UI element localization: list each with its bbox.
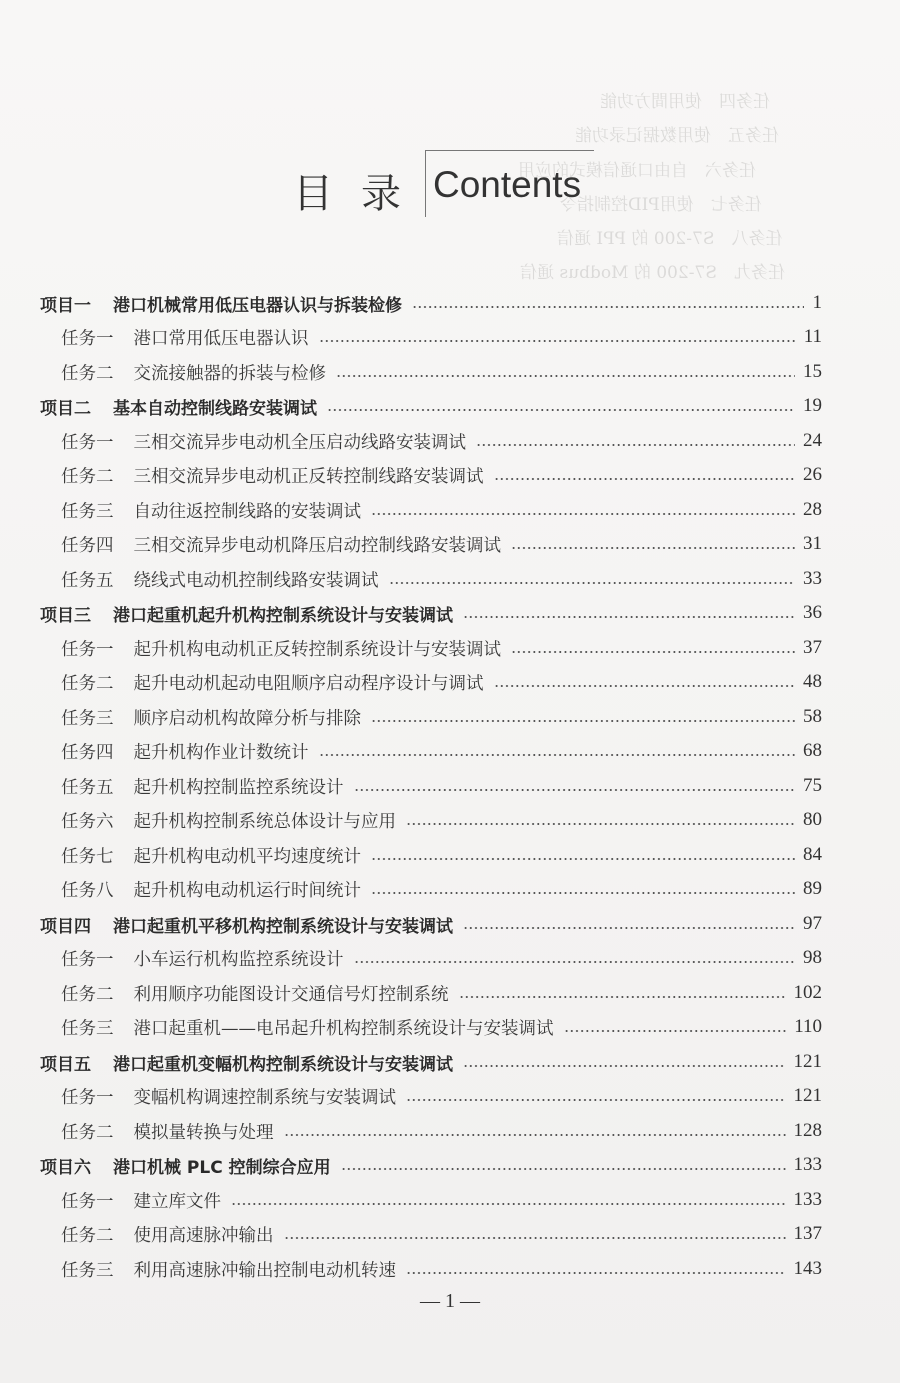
toc-task-row[interactable] [61,529,822,559]
page-number: 102 [793,982,822,1003]
bleed-through-line: 任务四 使用間方功能 [600,92,770,112]
dot-leader [406,823,795,825]
task-number: 任务三 [61,708,114,729]
dot-leader [371,892,795,894]
task-title: 建立库文件 [133,1191,221,1212]
page-number: 11 [803,326,822,347]
task-number: 任务一 [61,1087,114,1108]
dot-leader [341,1168,786,1170]
dot-leader [511,651,795,653]
task-title: 小车运行机构监控系统设计 [133,949,344,970]
task-title: 交流接触器的拆装与检修 [133,363,326,384]
page-number: 15 [803,361,822,382]
task-title: 利用顺序功能图设计交通信号灯控制系统 [133,984,449,1005]
toc-task-row[interactable] [61,1219,822,1249]
page-number: 89 [803,878,822,899]
page-number: 137 [793,1223,822,1244]
task-title: 港口常用低压电器认识 [133,328,309,349]
dot-leader [406,1272,786,1274]
toc-task-row[interactable] [61,736,822,766]
dot-leader [463,927,795,929]
task-title: 起升机构电动机平均速度统计 [133,846,361,867]
task-number: 任务二 [61,673,114,694]
toc-task-row[interactable] [61,978,822,1008]
dot-leader [319,340,796,342]
task-number: 任务五 [61,570,114,591]
page-number: 133 [793,1189,822,1210]
project-title: 港口起重机平移机构控制系统设计与安装调试 [113,916,453,937]
page-number: 58 [803,706,822,727]
dot-leader [476,444,795,446]
page-title-english: Contents [433,164,582,205]
page-number: 84 [803,844,822,865]
task-number: 任务一 [61,1191,114,1212]
toc-task-row[interactable] [61,805,822,835]
task-number: 任务八 [61,880,114,901]
task-number: 任务五 [61,777,114,798]
task-title: 三相交流异步电动机降压启动控制线路安装调试 [133,535,501,556]
page-number: 36 [803,602,822,623]
toc-task-row[interactable] [61,633,822,663]
dot-leader [354,961,796,963]
task-number: 任务六 [61,811,114,832]
page-number: 37 [803,637,822,658]
dot-leader [231,1203,786,1205]
page-number: 110 [794,1016,822,1037]
task-number: 任务一 [61,328,114,349]
toc-task-row[interactable] [61,840,822,870]
project-number: 项目三 [40,605,91,626]
task-title: 绕线式电动机控制线路安装调试 [133,570,379,591]
dot-leader [284,1134,786,1136]
toc-task-row[interactable] [61,874,822,904]
toc-project-row[interactable] [40,598,822,628]
toc-task-row[interactable] [61,495,822,525]
task-title: 变幅机构调速控制系统与安装调试 [133,1087,396,1108]
page-number: 97 [803,913,822,934]
task-number: 任务二 [61,363,114,384]
page-number: 80 [803,809,822,830]
task-title: 自动往返控制线路的安装调试 [133,501,361,522]
bleed-through-line: 任务七 使用PID控制指令 [560,195,762,215]
page-number: 68 [803,740,822,761]
dot-leader [284,1237,786,1239]
project-number: 项目四 [40,916,91,937]
page-number: 19 [803,395,822,416]
task-number: 任务三 [61,1260,114,1281]
task-number: 任务三 [61,1018,114,1039]
task-number: 任务三 [61,501,114,522]
task-number: 任务二 [61,1225,114,1246]
project-title: 港口机械常用低压电器认识与拆装检修 [113,295,402,316]
task-number: 任务二 [61,466,114,487]
task-title: 模拟量转换与处理 [133,1122,274,1143]
page-title-chinese: 目录 [293,171,429,217]
toc-task-row[interactable] [61,357,822,387]
page-number: 1 [812,292,822,313]
page-number: 28 [803,499,822,520]
dot-leader [327,409,795,411]
page-number: 121 [793,1085,822,1106]
project-title: 基本自动控制线路安装调试 [113,398,317,419]
toc-task-row[interactable] [61,771,822,801]
task-title: 起升机构电动机运行时间统计 [133,880,361,901]
dot-leader [371,720,795,722]
task-number: 任务七 [61,846,114,867]
dot-leader [406,1099,786,1101]
project-number: 项目二 [40,398,91,419]
page-number: 121 [793,1051,822,1072]
task-number: 任务二 [61,984,114,1005]
toc-task-row[interactable] [61,426,822,456]
task-title: 起升机构作业计数统计 [133,742,309,763]
toc-task-row[interactable] [61,1012,822,1042]
task-title: 顺序启动机构故障分析与排除 [133,708,361,729]
page-number: 133 [793,1154,822,1175]
dot-leader [511,547,795,549]
page-number: 48 [803,671,822,692]
dot-leader [371,858,795,860]
toc-task-row[interactable] [61,460,822,490]
task-number: 任务四 [61,535,114,556]
dot-leader [354,789,796,791]
dot-leader [564,1030,787,1032]
toc-task-row[interactable] [61,1254,822,1284]
page-number: 24 [803,430,822,451]
toc-task-row[interactable] [61,1116,822,1146]
bleed-through-line: 任务八 S7-200 的 PPI 通信 [557,229,783,249]
task-title: 使用高速脉冲输出 [133,1225,274,1246]
dot-leader [389,582,796,584]
task-number: 任务一 [61,639,114,660]
project-number: 项目六 [40,1157,91,1178]
task-title: 起升机构控制系统总体设计与应用 [133,811,396,832]
page-number: 31 [803,533,822,554]
project-title: 港口起重机起升机构控制系统设计与安装调试 [113,605,453,626]
page-number: 128 [793,1120,822,1141]
dot-leader [494,685,796,687]
task-title: 起升机构电动机正反转控制系统设计与安装调试 [133,639,501,660]
bleed-through-line: 任务九 S7-200 的 Modbus 通信 [520,263,785,283]
project-title: 港口机械 PLC 控制综合应用 [113,1157,331,1178]
dot-leader [459,996,786,998]
page-number: 75 [803,775,822,796]
dot-leader [463,616,795,618]
task-number: 任务一 [61,432,114,453]
task-number: 任务一 [61,949,114,970]
toc-task-row[interactable] [61,322,822,352]
page-number: 98 [803,947,822,968]
dot-leader [319,754,796,756]
bleed-through-line: 任务五 使用数据记录功能 [575,126,779,146]
toc-task-row[interactable] [61,564,822,594]
toc-task-row[interactable] [61,667,822,697]
dot-leader [412,306,804,308]
task-title: 起升电动机起动电阻顺序启动程序设计与调试 [133,673,484,694]
task-title: 三相交流异步电动机全压启动线路安装调试 [133,432,466,453]
bleed-through-line: 任务六 自由口通信模式的应用 [518,161,756,181]
dot-leader [371,513,795,515]
dot-leader [336,375,795,377]
dot-leader [463,1065,786,1067]
toc-task-row[interactable] [61,1185,822,1215]
dot-leader [494,478,796,480]
project-title: 港口起重机变幅机构控制系统设计与安装调试 [113,1054,453,1075]
toc-project-row[interactable] [40,909,822,939]
page-footer-number: — 1 — [420,1290,480,1312]
project-number: 项目五 [40,1054,91,1075]
toc-project-row[interactable] [40,1150,822,1180]
toc-project-row[interactable] [40,1047,822,1077]
page-number: 26 [803,464,822,485]
page-number: 143 [793,1258,822,1279]
toc-task-row[interactable] [61,943,822,973]
task-title: 利用高速脉冲输出控制电动机转速 [133,1260,396,1281]
toc-task-row[interactable] [61,702,822,732]
toc-task-row[interactable] [61,1081,822,1111]
task-title: 港口起重机——电吊起升机构控制系统设计与安装调试 [133,1018,554,1039]
project-number: 项目一 [40,295,91,316]
page-number: 33 [803,568,822,589]
task-title: 起升机构控制监控系统设计 [133,777,344,798]
task-number: 任务四 [61,742,114,763]
toc-project-row[interactable] [40,391,822,421]
toc-project-row[interactable] [40,288,822,318]
task-number: 任务二 [61,1122,114,1143]
task-title: 三相交流异步电动机正反转控制线路安装调试 [133,466,484,487]
